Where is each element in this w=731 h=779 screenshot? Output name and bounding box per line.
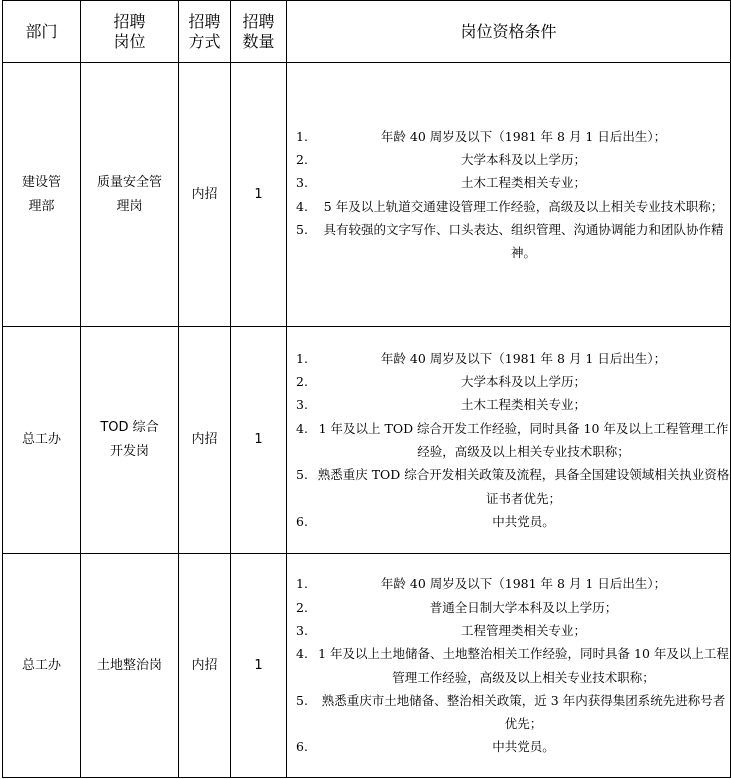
header-count: 招聘 数量 (231, 1, 287, 63)
requirements-cell (287, 327, 731, 554)
table-row (3, 327, 731, 554)
list-item: 5. 熟悉重庆市土地储备、整治相关政策，近 3 年内获得集团系统先进称号者优先； (296, 692, 726, 732)
requirements-cell (287, 63, 731, 327)
dept-cell: 总工办 (3, 554, 81, 778)
header-requirements: 岗位资格条件 (287, 1, 731, 63)
list-item: 1. 年龄 40 周岁及以下（1981 年 8 月 1 日后出生）； (296, 128, 667, 144)
table-row (3, 554, 731, 778)
method-cell: 内招 (179, 327, 231, 554)
list-item: 3. 土木工程类相关专业； (296, 175, 586, 191)
list-item: 5. 具有较强的文字写作、口头表达、组织管理、沟通协调能力和团队协作精神。 (296, 221, 724, 261)
list-item: 6. 中共党员。 (296, 513, 555, 529)
requirements-list (287, 125, 730, 265)
header-position: 招聘 岗位 (81, 1, 179, 63)
count-cell: 1 (231, 554, 287, 778)
recruitment-table (2, 0, 731, 778)
position-cell: 土地整治岗 (81, 554, 179, 778)
list-item: 5. 熟悉重庆 TOD 综合开发相关政策及流程，具备全国建设领域相关执业资格证书者优先； (296, 467, 730, 506)
list-item: 4. 1 年及以上土地储备、土地整治相关工作经验，同时具备 10 年及以上工程管理工作经验，高级及以上相关专业技术职称； (296, 646, 729, 685)
list-item: 4. 1 年及以上 TOD 综合开发工作经验，同时具备 10 年及以上工程管理工作经验，高级及以上相关专业技术职称； (296, 420, 729, 459)
list-item: 3. 土木工程类相关专业； (296, 397, 586, 413)
requirements-cell (287, 554, 731, 778)
list-item: 2. 大学本科及以上学历； (296, 151, 586, 167)
list-item: 4. 5 年及以上轨道交通建设管理工作经验，高级及以上相关专业技术职称； (296, 198, 724, 214)
requirements-list (287, 347, 730, 533)
table-row (3, 63, 731, 327)
list-item: 2. 大学本科及以上学历； (296, 374, 586, 390)
header-dept: 部门 (3, 1, 81, 63)
position-cell: TOD 综合 开发岗 (81, 327, 179, 554)
count-cell: 1 (231, 63, 287, 327)
count-cell: 1 (231, 327, 287, 554)
dept-cell: 建设管 理部 (3, 63, 81, 327)
method-cell: 内招 (179, 554, 231, 778)
list-item: 2. 普通全日制大学本科及以上学历； (296, 599, 618, 615)
position-cell: 质量安全管 理岗 (81, 63, 179, 327)
list-item: 1. 年龄 40 周岁及以下（1981 年 8 月 1 日后出生）； (296, 576, 667, 592)
dept-cell: 总工办 (3, 327, 81, 554)
requirements-list (287, 572, 730, 758)
header-row (3, 1, 731, 63)
header-method: 招聘 方式 (179, 1, 231, 63)
list-item: 6. 中共党员。 (296, 739, 555, 755)
method-cell: 内招 (179, 63, 231, 327)
list-item: 3. 工程管理类相关专业； (296, 622, 586, 638)
list-item: 1. 年龄 40 周岁及以下（1981 年 8 月 1 日后出生）； (296, 350, 667, 366)
